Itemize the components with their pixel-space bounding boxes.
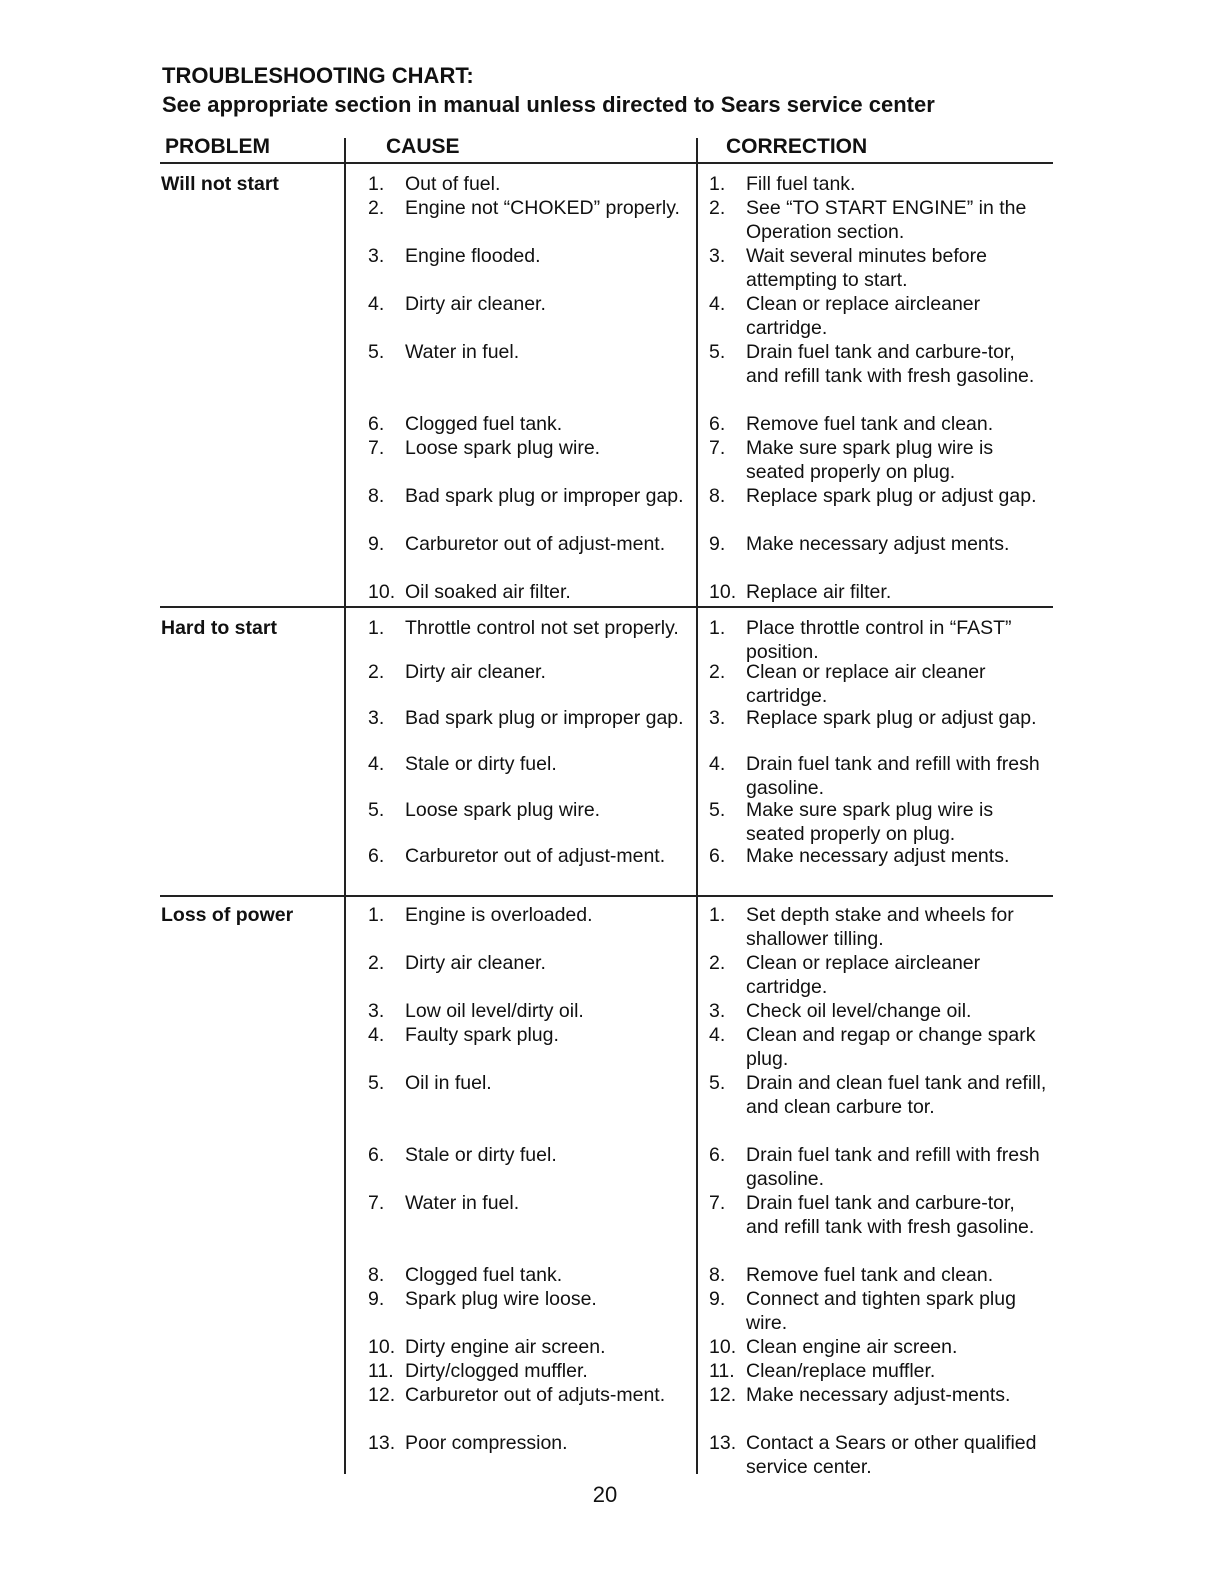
cause-item (368, 1071, 688, 1095)
cause-item (368, 1335, 688, 1359)
item-text: Faulty spark plug. (405, 1024, 559, 1046)
item-text: Replace spark plug or adjust gap. (746, 707, 1037, 729)
item-number: 8. (709, 1264, 726, 1286)
item-number: 6. (709, 845, 726, 867)
item-number: 8. (368, 1264, 385, 1286)
item-text: Engine is overloaded. (405, 904, 593, 926)
cause-item (368, 1143, 688, 1167)
column-header-correction: CORRECTION (726, 135, 868, 158)
correction-item (709, 903, 1049, 951)
cause-item (368, 196, 688, 220)
item-number: 3. (368, 707, 385, 729)
item-text: Carburetor out of adjuts-ment. (405, 1384, 666, 1406)
column-header-cause: CAUSE (386, 135, 460, 158)
item-text: Water in fuel. (405, 341, 520, 363)
cause-item (368, 532, 688, 556)
item-number: 4. (709, 293, 726, 315)
item-number: 10. (709, 581, 737, 603)
item-number: 5. (368, 341, 385, 363)
item-text: Dirty air cleaner. (405, 293, 546, 315)
correction-item (709, 1431, 1049, 1479)
item-number: 9. (368, 533, 385, 555)
correction-item (709, 798, 1049, 846)
correction-item (709, 196, 1049, 244)
item-number: 7. (709, 1192, 726, 1214)
item-text: Set depth stake and wheels for shallower tilling. (746, 904, 1014, 950)
item-number: 8. (368, 485, 385, 507)
item-text: Remove fuel tank and clean. (746, 1264, 994, 1286)
cause-item (368, 999, 688, 1023)
item-text: Make sure spark plug wire is seated properly on plug. (746, 437, 994, 483)
item-text: Clean or replace aircleaner cartridge. (746, 293, 981, 339)
item-number: 3. (709, 245, 726, 267)
item-text: Connect and tighten spark plug wire. (746, 1288, 1016, 1334)
item-number: 3. (368, 1000, 385, 1022)
cause-item (368, 951, 688, 975)
item-number: 11. (709, 1360, 735, 1382)
item-text: Drain fuel tank and carbure-tor, and refill tank with fresh gasoline. (746, 1192, 1035, 1238)
item-text: See “TO START ENGINE” in the Operation section. (746, 197, 1027, 243)
item-text: Clean or replace air cleaner cartridge. (746, 661, 986, 707)
correction-item (709, 292, 1049, 340)
item-text: Replace air filter. (746, 581, 892, 603)
item-number: 12. (709, 1384, 737, 1406)
correction-item (709, 752, 1049, 800)
item-number: 13. (368, 1432, 396, 1454)
correction-item (709, 1143, 1049, 1191)
item-number: 2. (709, 952, 726, 974)
correction-item (709, 999, 1049, 1023)
item-number: 7. (709, 437, 726, 459)
item-text: Dirty engine air screen. (405, 1336, 606, 1358)
item-number: 4. (709, 753, 726, 775)
cause-item (368, 1191, 688, 1215)
item-text: Check oil level/change oil. (746, 1000, 972, 1022)
item-number: 13. (709, 1432, 737, 1454)
item-text: Place throttle control in “FAST” position. (746, 617, 1012, 663)
item-number: 6. (368, 845, 385, 867)
item-text: Clogged fuel tank. (405, 1264, 563, 1286)
item-text: Make necessary adjust-ments. (746, 1384, 1011, 1406)
item-number: 1. (368, 904, 385, 926)
item-number: 2. (368, 952, 385, 974)
item-number: 2. (709, 661, 726, 683)
item-text: Clean/replace muffler. (746, 1360, 936, 1382)
item-number: 9. (368, 1288, 385, 1310)
item-text: Dirty/clogged muffler. (405, 1360, 588, 1382)
correction-item (709, 340, 1049, 388)
correction-item (709, 532, 1049, 556)
cause-item (368, 412, 688, 436)
item-text: Bad spark plug or improper gap. (405, 707, 684, 729)
item-number: 10. (709, 1336, 737, 1358)
column-header-problem: PROBLEM (165, 135, 270, 158)
item-number: 4. (368, 293, 385, 315)
item-text: Clean engine air screen. (746, 1336, 958, 1358)
item-number: 4. (709, 1024, 726, 1046)
item-text: Drain fuel tank and refill with fresh gasoline. (746, 753, 1040, 799)
correction-item (709, 616, 1049, 664)
cause-item (368, 903, 688, 927)
correction-item (709, 244, 1049, 292)
cause-item (368, 1383, 688, 1407)
item-number: 11. (368, 1360, 394, 1382)
item-text: Make necessary adjust ments. (746, 533, 1010, 555)
cause-item (368, 1023, 688, 1047)
item-number: 1. (709, 617, 726, 639)
item-text: Carburetor out of adjust-ment. (405, 845, 666, 867)
item-number: 2. (709, 197, 726, 219)
correction-item (709, 412, 1049, 436)
item-number: 3. (709, 707, 726, 729)
problem-hard-to-start: Hard to start (161, 617, 277, 639)
correction-item (709, 1335, 1049, 1359)
item-text: Drain fuel tank and refill with fresh gasoline. (746, 1144, 1040, 1190)
item-number: 4. (368, 753, 385, 775)
cause-item (368, 484, 688, 508)
cause-item (368, 1287, 688, 1311)
cause-item (368, 1431, 688, 1455)
correction-item (709, 1191, 1049, 1239)
item-text: Poor compression. (405, 1432, 568, 1454)
item-text: Drain fuel tank and carbure-tor, and refill tank with fresh gasoline. (746, 341, 1035, 387)
item-number: 3. (709, 1000, 726, 1022)
item-number: 5. (709, 799, 726, 821)
correction-item (709, 706, 1049, 730)
item-text: Drain and clean fuel tank and refill, and clean carbure tor. (746, 1072, 1047, 1118)
item-number: 6. (368, 1144, 385, 1166)
item-text: Dirty air cleaner. (405, 952, 546, 974)
correction-item (709, 172, 1049, 196)
item-text: Contact a Sears or other qualified service center. (746, 1432, 1037, 1478)
item-text: Stale or dirty fuel. (405, 1144, 557, 1166)
correction-item (709, 1071, 1049, 1119)
cause-item (368, 340, 688, 364)
item-text: Out of fuel. (405, 173, 501, 195)
item-number: 4. (368, 1024, 385, 1046)
item-number: 8. (709, 485, 726, 507)
item-text: Carburetor out of adjust-ment. (405, 533, 666, 555)
item-text: Engine not “CHOKED” properly. (405, 197, 680, 219)
item-number: 6. (709, 1144, 726, 1166)
item-text: Bad spark plug or improper gap. (405, 485, 684, 507)
correction-item (709, 580, 1049, 604)
item-number: 5. (368, 1072, 385, 1094)
item-text: Oil soaked air filter. (405, 581, 571, 603)
problem-loss-of-power: Loss of power (161, 904, 294, 926)
item-text: Clean and regap or change spark plug. (746, 1024, 1036, 1070)
item-text: Throttle control not set properly. (405, 617, 679, 639)
item-number: 1. (709, 904, 726, 926)
item-text: Replace spark plug or adjust gap. (746, 485, 1037, 507)
cause-item (368, 844, 688, 868)
item-text: Engine flooded. (405, 245, 541, 267)
correction-item (709, 1359, 1049, 1383)
section-divider (160, 606, 1053, 608)
item-number: 5. (709, 1072, 726, 1094)
page-number: 20 (592, 1482, 618, 1507)
item-text: Loose spark plug wire. (405, 799, 601, 821)
item-number: 5. (709, 341, 726, 363)
correction-item (709, 1263, 1049, 1287)
column-divider (696, 138, 698, 1474)
correction-item (709, 484, 1049, 508)
item-number: 9. (709, 533, 726, 555)
item-text: Water in fuel. (405, 1192, 520, 1214)
header-divider (160, 162, 1053, 164)
item-text: Fill fuel tank. (746, 173, 856, 195)
cause-item (368, 1359, 688, 1383)
section-divider (160, 895, 1053, 897)
correction-item (709, 1383, 1049, 1407)
item-number: 10. (368, 581, 396, 603)
correction-item (709, 844, 1049, 868)
cause-item (368, 580, 688, 604)
correction-item (709, 1287, 1049, 1335)
item-number: 1. (368, 173, 385, 195)
correction-item (709, 951, 1049, 999)
item-number: 6. (709, 413, 726, 435)
problem-will-not-start: Will not start (161, 173, 279, 195)
cause-item (368, 752, 688, 776)
correction-item (709, 436, 1049, 484)
item-number: 12. (368, 1384, 396, 1406)
item-text: Stale or dirty fuel. (405, 753, 557, 775)
column-divider (344, 138, 346, 1474)
item-number: 9. (709, 1288, 726, 1310)
item-number: 2. (368, 661, 385, 683)
cause-item (368, 798, 688, 822)
item-text: Clogged fuel tank. (405, 413, 563, 435)
item-text: Make sure spark plug wire is seated properly on plug. (746, 799, 994, 845)
item-number: 2. (368, 197, 385, 219)
item-number: 3. (368, 245, 385, 267)
chart-subtitle: See appropriate section in manual unless directed to Sears service center (162, 92, 935, 117)
item-text: Loose spark plug wire. (405, 437, 601, 459)
cause-item (368, 172, 688, 196)
item-text: Low oil level/dirty oil. (405, 1000, 584, 1022)
item-number: 1. (368, 617, 385, 639)
item-text: Dirty air cleaner. (405, 661, 546, 683)
item-text: Spark plug wire loose. (405, 1288, 597, 1310)
item-text: Make necessary adjust ments. (746, 845, 1010, 867)
item-text: Clean or replace aircleaner cartridge. (746, 952, 981, 998)
item-number: 10. (368, 1336, 396, 1358)
cause-item (368, 244, 688, 268)
chart-title: TROUBLESHOOTING CHART: (162, 63, 474, 88)
cause-item (368, 1263, 688, 1287)
cause-item (368, 706, 688, 730)
cause-item (368, 436, 688, 460)
item-number: 7. (368, 1192, 385, 1214)
item-text: Wait several minutes before attempting to start. (746, 245, 987, 291)
cause-item (368, 292, 688, 316)
cause-item (368, 616, 688, 640)
item-text: Remove fuel tank and clean. (746, 413, 994, 435)
item-number: 7. (368, 437, 385, 459)
item-number: 6. (368, 413, 385, 435)
cause-item (368, 660, 688, 684)
item-number: 5. (368, 799, 385, 821)
item-text: Oil in fuel. (405, 1072, 492, 1094)
item-number: 1. (709, 173, 726, 195)
correction-item (709, 660, 1049, 708)
correction-item (709, 1023, 1049, 1071)
